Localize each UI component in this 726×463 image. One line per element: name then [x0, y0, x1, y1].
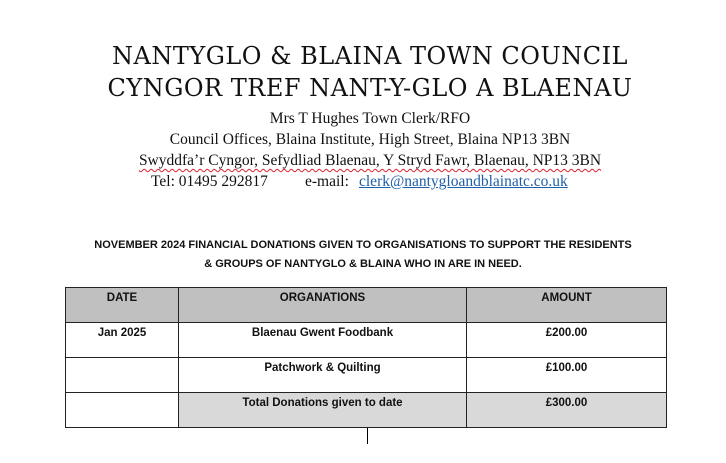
row-date — [66, 393, 179, 428]
header-organisations: ORGANATIONS — [179, 288, 467, 323]
text-cursor — [367, 428, 368, 444]
letterhead — [0, 40, 726, 192]
address-english: Council Offices, Blaina Institute, High Street, Blaina NP13 3BN — [169, 131, 571, 148]
header-date: DATE — [66, 288, 179, 323]
donations-notice — [0, 236, 726, 274]
council-title-english: NANTYGLO & BLAINA TOWN COUNCIL — [112, 42, 628, 70]
row-date: Jan 2025 — [66, 323, 179, 358]
row-organisation: Patchwork & Quilting — [179, 358, 467, 393]
table-row — [66, 358, 667, 393]
row-amount: £100.00 — [467, 358, 667, 393]
address-welsh-text: Swyddfa’r Cyngor, Sefydliad Blaenau, Y Stryd Fawr, Blaenau, NP13 3BN — [138, 152, 602, 169]
donations-table — [65, 287, 667, 428]
row-amount: £200.00 — [467, 323, 667, 358]
total-label: Total Donations given to date — [179, 393, 467, 428]
email-link[interactable]: clerk@nantygloandblainatc.co.uk — [359, 173, 568, 190]
table-row — [66, 323, 667, 358]
total-amount: £300.00 — [467, 393, 667, 428]
council-title-welsh: CYNGOR TREF NANT-Y-GLO A BLAENAU — [107, 74, 633, 102]
table-total-row — [66, 393, 667, 428]
notice-line-2: & GROUPS OF NANTYGLO & BLAINA WHO IN ARE IN NEED. — [204, 258, 522, 270]
clerk-name: Mrs T Hughes Town Clerk/RFO — [269, 110, 471, 127]
row-date — [66, 358, 179, 393]
header-amount: AMOUNT — [467, 288, 667, 323]
email-label: e-mail: — [305, 173, 349, 190]
table-header-row — [66, 288, 667, 323]
notice-line-1: NOVEMBER 2024 FINANCIAL DONATIONS GIVEN TO ORGANISATIONS TO SUPPORT THE RESIDENTS — [94, 239, 632, 251]
row-organisation: Blaenau Gwent Foodbank — [179, 323, 467, 358]
address-welsh — [0, 150, 726, 171]
contact-line — [0, 171, 726, 192]
telephone: Tel: 01495 292817 — [151, 173, 268, 190]
